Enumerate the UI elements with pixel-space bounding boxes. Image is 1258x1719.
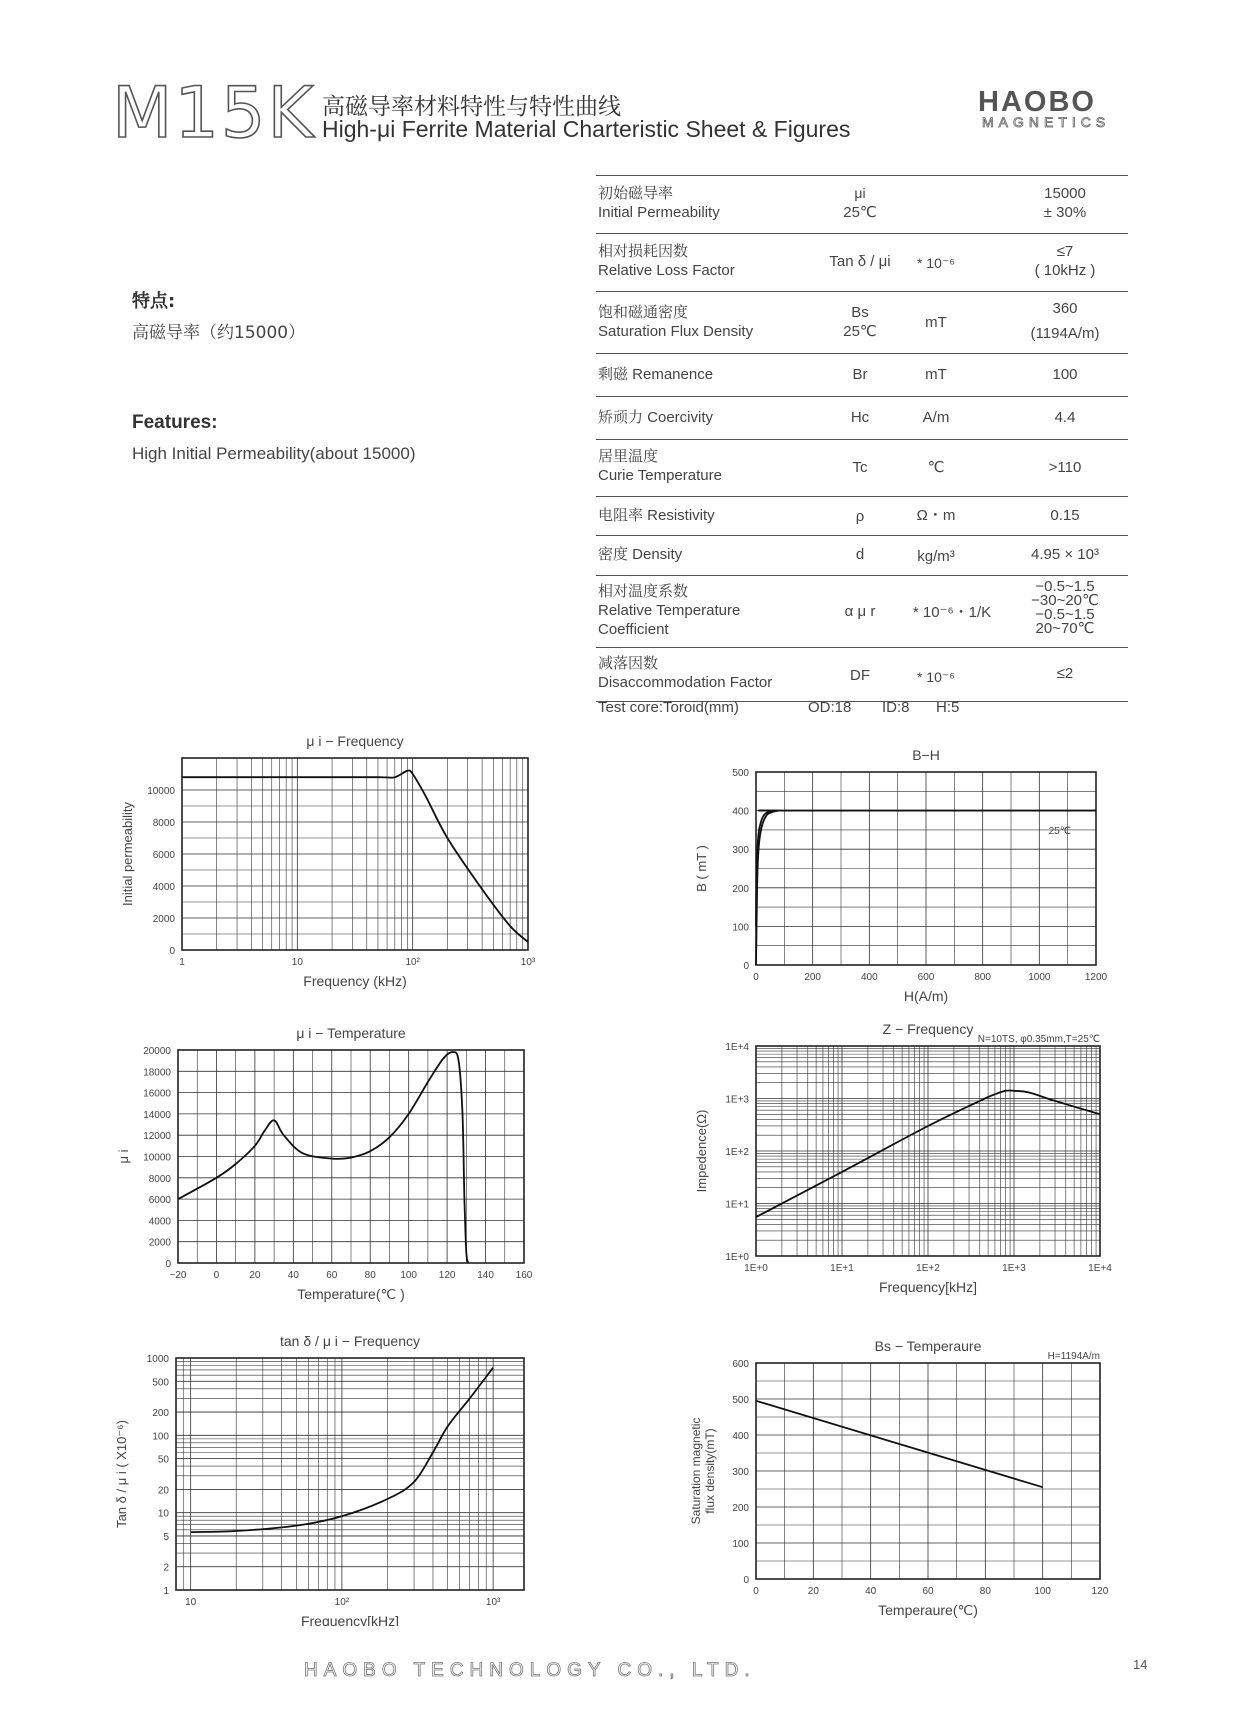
spec-symbol: Tan δ / μi xyxy=(829,253,891,270)
y-tick-label: 0 xyxy=(169,946,175,957)
x-tick-label: 120 xyxy=(1091,1586,1109,1597)
spec-symbol: Tc xyxy=(852,459,868,476)
y-axis-label: μ i xyxy=(116,1149,131,1164)
y-tick-label: 8000 xyxy=(148,1173,171,1185)
y-tick-label: 1E+1 xyxy=(725,1199,749,1211)
spec-table xyxy=(596,175,1128,702)
brand-logo-magnetics: MAGNETICS xyxy=(982,114,1111,130)
x-tick-label: 400 xyxy=(860,972,878,983)
y-tick-label: 0 xyxy=(743,961,749,972)
y-tick-label: 500 xyxy=(152,1377,169,1389)
spec-name: 初始磁导率 Initial Permeability xyxy=(598,185,720,221)
test-core-od: OD:18 xyxy=(808,699,852,716)
y-tick-label: 200 xyxy=(732,1503,749,1514)
spec-name: 减落因数 Disaccommodation Factor xyxy=(598,655,773,691)
features-text-en: High Initial Permeability(about 15000) xyxy=(132,444,416,463)
y-tick-label: 1000 xyxy=(146,1354,169,1365)
brand-logo-haobo: HAOBO xyxy=(978,86,1096,118)
features-text-cn: 高磁导率（约15000） xyxy=(132,323,306,343)
y-tick-label: 2000 xyxy=(148,1237,171,1249)
series-line xyxy=(178,1052,468,1263)
x-tick-label: 1 xyxy=(179,957,185,968)
y-axis-label: Impedence(Ω) xyxy=(694,1109,709,1193)
chart-subtitle: N=10TS, φ0.35mm,T=25℃ xyxy=(977,1034,1100,1045)
series-line xyxy=(182,770,528,942)
spec-name: 相对温度系数 Relative Temperature Coefficient xyxy=(598,583,741,638)
y-tick-label: 5 xyxy=(163,1531,169,1543)
spec-unit: * 10⁻⁶ xyxy=(916,255,956,271)
y-axis-label: Initial permeability xyxy=(120,801,135,907)
spec-unit: * 10⁻⁶ xyxy=(916,669,956,685)
y-tick-label: 200 xyxy=(732,883,749,895)
y-tick-label: 1E+3 xyxy=(725,1094,749,1106)
x-tick-label: 10³ xyxy=(520,957,536,968)
features-heading-en: Features: xyxy=(132,412,218,433)
spec-name: 剩磁 Remanence xyxy=(598,366,714,383)
y-tick-label: 18000 xyxy=(143,1067,171,1079)
x-axis-label: Temperature(℃ ) xyxy=(297,1286,405,1302)
spec-value: 360 (1194A/m) xyxy=(1030,300,1100,342)
y-axis-label: Tan δ / μ i ( X10⁻⁶) xyxy=(114,1420,129,1528)
spec-value: ≤7 ( 10kHz ) xyxy=(1034,243,1096,279)
chart-mu-frequency xyxy=(110,728,540,1003)
spec-symbol: Br xyxy=(852,366,868,383)
spec-value: 4.95 × 10³ xyxy=(1031,546,1099,563)
spec-row-curie-temperature xyxy=(596,439,1128,496)
y-tick-label: 6000 xyxy=(152,850,175,861)
x-axis-label: Temperaure(℃) xyxy=(878,1602,978,1618)
spec-unit: * 10⁻⁶・1/K xyxy=(912,604,992,621)
x-tick-label: 1E+1 xyxy=(830,1263,854,1274)
x-axis-label: Frequency[kHz] xyxy=(300,1613,400,1626)
x-tick-label: 140 xyxy=(477,1270,494,1281)
spec-symbol: ρ xyxy=(855,508,865,525)
chart-title: tan δ / μ i − Frequency xyxy=(280,1333,420,1349)
x-tick-label: 100 xyxy=(400,1270,418,1281)
y-tick-label: 400 xyxy=(732,806,749,818)
y-tick-label: 10000 xyxy=(147,786,175,797)
x-tick-label: 60 xyxy=(922,1586,934,1597)
x-tick-label: 1E+0 xyxy=(744,1263,768,1274)
x-tick-label: 200 xyxy=(804,972,822,983)
y-tick-label: 0 xyxy=(165,1259,171,1270)
x-tick-label: 40 xyxy=(287,1270,299,1281)
spec-value: 4.4 xyxy=(1054,409,1076,426)
spec-unit: mT xyxy=(925,314,947,331)
x-tick-label: 1E+3 xyxy=(1002,1263,1026,1274)
x-tick-label: −20 xyxy=(169,1270,187,1281)
spec-row-relative-temperature-coefficient xyxy=(596,575,1128,647)
x-tick-label: 10² xyxy=(405,957,420,968)
chart-bh xyxy=(680,735,1120,1010)
y-tick-label: 200 xyxy=(152,1408,169,1420)
spec-unit: kg/m³ xyxy=(917,548,955,565)
x-tick-label: 80 xyxy=(979,1586,991,1597)
y-tick-label: 2 xyxy=(163,1562,169,1574)
chart-annotation: 25℃ xyxy=(1048,826,1071,837)
y-tick-label: 8000 xyxy=(152,818,175,829)
chart-title: Bs − Temperaure xyxy=(874,1338,982,1354)
spec-name: 密度 Density xyxy=(598,546,683,563)
spec-value: 0.15 xyxy=(1050,507,1080,524)
y-tick-label: 4000 xyxy=(148,1216,171,1228)
chart-z-frequency xyxy=(680,1018,1120,1313)
spec-symbol: μi 25℃ xyxy=(843,185,877,221)
y-tick-label: 2000 xyxy=(152,914,175,925)
x-tick-label: 0 xyxy=(213,1270,220,1281)
spec-name: 居里温度 Curie Temperature xyxy=(598,448,722,484)
x-tick-label: 800 xyxy=(974,972,992,983)
y-tick-label: 1E+0 xyxy=(725,1252,749,1263)
x-tick-label: 1200 xyxy=(1084,972,1108,983)
x-tick-label: 10² xyxy=(334,1597,350,1608)
x-tick-label: 10 xyxy=(185,1597,197,1608)
spec-name: 矫顽力 Coercivity xyxy=(598,409,714,426)
x-tick-label: 10³ xyxy=(485,1597,501,1608)
spec-row-saturation-flux-density xyxy=(596,291,1128,353)
chart-tan-frequency xyxy=(110,1326,540,1631)
x-tick-label: 40 xyxy=(865,1586,877,1597)
y-tick-label: 50 xyxy=(157,1454,169,1466)
x-axis-label: Frequency[kHz] xyxy=(878,1279,978,1295)
x-tick-label: 0 xyxy=(753,1586,759,1597)
y-tick-label: 14000 xyxy=(143,1109,171,1121)
spec-row-disaccommodation-factor xyxy=(596,647,1128,702)
x-tick-label: 120 xyxy=(438,1270,456,1281)
spec-unit: A/m xyxy=(922,409,950,426)
spec-unit: Ω・m xyxy=(916,507,956,524)
spec-row-coercivity xyxy=(596,396,1128,439)
y-tick-label: 100 xyxy=(732,1539,749,1550)
y-axis-label: B ( mT ) xyxy=(694,845,709,892)
title-chinese: 高磁导率材料特性与特性曲线 xyxy=(322,94,621,120)
title-english: High-μi Ferrite Material Charteristic Sheet & Figures xyxy=(322,116,851,142)
y-tick-label: 400 xyxy=(732,1431,749,1442)
spec-value: 15000 ± 30% xyxy=(1043,185,1087,221)
spec-value: −0.5~1.5 −30~20℃ −0.5~1.5 20~70℃ xyxy=(1031,578,1099,637)
spec-value: >110 xyxy=(1048,459,1082,476)
chart-mu-temperature xyxy=(110,1018,540,1313)
spec-name: 电阻率 Resistivity xyxy=(598,507,715,524)
spec-value: 100 xyxy=(1052,366,1078,383)
y-tick-label: 500 xyxy=(732,1395,749,1406)
x-axis-label: Frequency (kHz) xyxy=(303,973,407,989)
test-core-id: ID:8 xyxy=(882,699,910,716)
chart-title: μ i − Frequency xyxy=(306,733,404,749)
y-tick-label: 600 xyxy=(732,1359,749,1370)
y-tick-label: 6000 xyxy=(148,1195,171,1207)
x-axis-label: H(A/m) xyxy=(903,988,949,1004)
y-tick-label: 16000 xyxy=(143,1088,171,1100)
y-axis-label: Saturation magneticflux density(mT) xyxy=(689,1417,717,1525)
spec-row-relative-loss-factor xyxy=(596,233,1128,291)
x-tick-label: 100 xyxy=(1034,1586,1052,1597)
x-tick-label: 1E+4 xyxy=(1088,1263,1112,1274)
spec-symbol: DF xyxy=(850,667,870,684)
plot-frame xyxy=(176,1358,524,1590)
y-tick-label: 10 xyxy=(157,1508,169,1520)
x-tick-label: 1000 xyxy=(1028,972,1051,983)
x-tick-label: 60 xyxy=(326,1270,338,1281)
y-tick-label: 100 xyxy=(732,922,749,934)
y-tick-label: 12000 xyxy=(143,1131,171,1143)
footer-company: HAOBO TECHNOLOGY CO., LTD. xyxy=(304,1660,756,1681)
spec-name: 相对损耗因数 Relative Loss Factor xyxy=(598,243,735,279)
x-tick-label: 20 xyxy=(807,1586,819,1597)
y-tick-label: 1E+2 xyxy=(725,1147,749,1158)
x-tick-label: 0 xyxy=(753,972,759,983)
y-tick-label: 10000 xyxy=(143,1152,171,1164)
spec-row-density xyxy=(596,535,1128,575)
y-tick-label: 100 xyxy=(152,1431,169,1443)
x-tick-label: 20 xyxy=(249,1270,261,1281)
x-tick-label: 80 xyxy=(364,1270,376,1281)
chart-title: μ i − Temperature xyxy=(296,1025,406,1041)
chart-subtitle: H=1194A/m xyxy=(1047,1351,1100,1362)
y-tick-label: 4000 xyxy=(152,882,175,893)
spec-unit: mT xyxy=(925,366,947,383)
spec-row-remanence xyxy=(596,353,1128,396)
spec-name: 饱和磁通密度 Saturation Flux Density xyxy=(598,304,754,340)
y-tick-label: 20000 xyxy=(143,1046,171,1057)
y-tick-label: 1E+4 xyxy=(725,1042,749,1053)
features-heading-cn: 特点: xyxy=(132,291,176,312)
spec-unit: ℃ xyxy=(927,459,945,476)
chart-title: Z − Frequency xyxy=(882,1021,974,1037)
y-tick-label: 300 xyxy=(732,1467,749,1478)
page-number: 14 xyxy=(1133,1657,1148,1672)
spec-symbol: α μ r xyxy=(844,603,876,620)
y-tick-label: 0 xyxy=(743,1575,749,1586)
model-logo: M15K xyxy=(112,72,316,154)
y-tick-label: 500 xyxy=(732,768,749,779)
spec-value: ≤2 xyxy=(1056,665,1074,682)
test-core-label: Test core:Toroid(mm) xyxy=(598,699,739,716)
x-tick-label: 160 xyxy=(515,1270,533,1281)
spec-row-initial-permeability xyxy=(596,175,1128,233)
y-tick-label: 20 xyxy=(157,1485,169,1497)
spec-symbol: d xyxy=(855,546,865,563)
test-core-h: H:5 xyxy=(936,699,960,716)
chart-title: B−H xyxy=(912,747,940,763)
x-tick-label: 10 xyxy=(291,957,303,968)
spec-row-resistivity xyxy=(596,496,1128,535)
spec-symbol: Hc xyxy=(850,409,870,426)
y-tick-label: 300 xyxy=(732,845,749,857)
chart-bs-temperature xyxy=(680,1326,1120,1631)
spec-symbol: Bs 25℃ xyxy=(843,304,877,340)
y-tick-label: 1 xyxy=(163,1586,169,1597)
x-tick-label: 600 xyxy=(917,972,935,983)
x-tick-label: 1E+2 xyxy=(916,1263,940,1274)
